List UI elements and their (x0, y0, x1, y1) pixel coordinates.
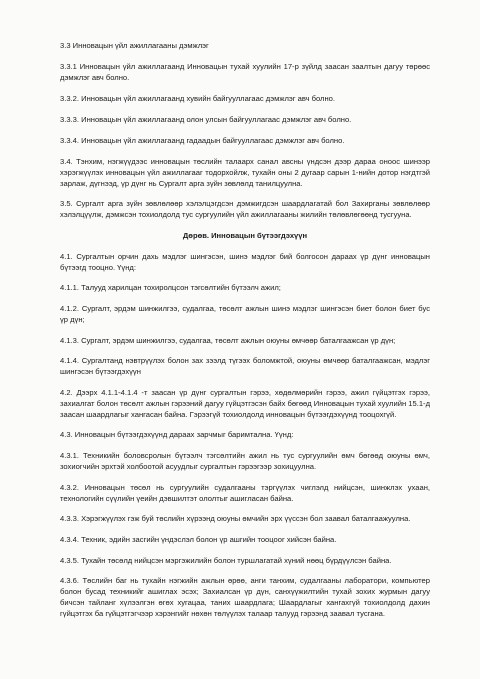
paragraph-4-3-4: 4.3.4. Техник, эдийн засгийн үндэслэл болон үр ашгийн тооцоог хийсэн байна. (60, 534, 337, 544)
paragraph-4-3-5: 4.3.5. Тухайн төсөлд нийцсэн мэргэжилийн болон туршлагатай хүний нөөц бүрдүүлсэн байна. (60, 555, 392, 565)
paragraph-4-3-6: 4.3.6. Төслийн баг нь тухайн нэгжийн ажлын өрөө, анги танхим, судалгааны лаборатори, компьютер болон бусад техникийг ашиглах эсэх; Захиалсан үр дүн, санхүүжилтийн тухай зохих журмын дагуу бичсэн тайланг хүлээлгэн өгөх хугацаа, таних шаардлага; Шаардлагыг хангахгүй тохиолдолд дахин гүйцэтгэх ба гүйцэтгэгчээр хэрэнгийг нөхөн төлүүлэх талаар талууд гэрээнд заавал тусгана. (60, 576, 430, 618)
paragraph-4-2: 4.2. Дээрх 4.1.1-4.1.4 -т заасан үр дүнг сургалтын гэрээ, хөдөлмөрийн гэрээ, ажил гүйцэтгэх гэрээ, захиалгат болон төсөлт ажлын гэрээний дагуу гүйцэтгэсэн байх бөгөөд Инновацын тухай хуулийн 15.1-д заасан шаардлагыг хангасан байна. Гэрээгүй тохиолдолд инновацын бүтээгдэхүүнд тооцохгүй. (60, 387, 430, 419)
paragraph-3-3-4: 3.3.4. Инновацын үйл ажиллагаанд гадаадын байгууллагаас дэмжлэг авч болно. (60, 135, 345, 145)
paragraph-3-3-2: 3.3.2. Инновацын үйл ажиллагаанд хувийн байгууллагаас дэмжлэг авч болно. (60, 93, 335, 103)
paragraph-4-3: 4.3. Инновацын бүтээгдэхүүнд дараах зарчмыг баримтална. Үүнд: (60, 430, 294, 439)
paragraph-3-3-3: 3.3.3. Инновацын үйл ажиллагаанд олон улсын байгууллагаас дэмжлэг авч болно. (60, 114, 352, 124)
paragraph-3-4: 3.4. Тэнхим, нэгжүүдээс инновацын төслийн талаарх санал авсны үндсэн дээр дараа оноос шинээр хэрэгжүүлэх инновацын үйл ажиллагааг тодорхойлж, тухайн оны 2 дугаар сарын 1-нийн дотор нэгдтгэй зарлаж, дүгнээд, үр дүнг нь Сургалт арга зүйн зөвлөлд танилцуулна. (60, 156, 430, 188)
paragraph-3-5: 3.5. Сургалт арга зүйн зөвлөлөөр хэлэлцэгдсэн дэмжигдсэн шаардлагатай бол Захирганы зөвлөлөөр хэлэлцүүлж, дэмжсэн тохиолдолд тус сургуулийн үйл ажиллагааны жилийн төлөвлөгөөнд тусгууна. (60, 199, 430, 219)
paragraph-3-3: 3.3 Инновацын үйл ажиллагааны дэмжлэг (60, 41, 209, 50)
paragraph-4-1-2: 4.1.2. Сургалт, эрдэм шинжилгээ, судалгаа, төсөлт ажлын шинэ мэдлэг шингэсэн биет болон биет бус үр дүн; (60, 304, 430, 324)
paragraph-4-1-3: 4.1.3. Сургалт, эрдэм шинжилгээ, судалгаа, төсөлт ажлын оюуны өмчөөр баталгаажсан үр дүн; (60, 335, 396, 345)
paragraph-4-3-1: 4.3.1. Техникийн боловсролын бүтээлч тэгсөлтийн ажил нь тус сургуулийн өмч бөгөөд оюуны өмч, зохиогчийн эрхтэй холбоотой асуудлыг сургалтын гэрээгээр зохицуулна. (60, 451, 430, 471)
paragraph-4-3-2: 4.3.2. Инновацын төсөл нь сургуулийн судалгааны тэргүүлэх чиглэлд нийцсэн, шинжлэх ухаан, технологийн сүүлийн үеийн дэвшилтэт ололтыг ашигласан байна. (60, 482, 430, 503)
paragraph-4-1: 4.1. Сургалтын орчин дахь мэдлэг шингэсэн, шинэ мэдлэг бий болгосон дараах үр дүнг инновацын бүтээгд тооцно. Үүнд: (60, 251, 430, 272)
document-body (60, 40, 430, 629)
section-heading: Дөрөв. Инновацын бүтээгдэхүүн (182, 230, 308, 240)
paragraph-3-3-1: 3.3.1 Инновацын үйл ажиллагаанд Инновацын тухай хуулийн 17-р зүйлд заасан заалтын дагуу төрөөс дэмжлэг авч болно. (60, 62, 430, 82)
paragraph-4-1-4: 4.1.4. Сургалтанд нэвтрүүлэх болон зах зээлд түгээх боломжтой, оюуны өмчөөр баталгаажсан, мэдлэг шингэсэн бүтээгдэхүүн (60, 356, 430, 376)
paragraph-4-3-3: 4.3.3. Хэрэгжүүлэх гэж буй төслийн хүрээнд оюуны өмчийн эрх үүссэн бол заавал баталгаажуулна. (60, 514, 411, 523)
paragraph-4-1-1: 4.1.1. Талууд харилцан тохиролцсон тэгсөлтийн бүтээлч ажил; (60, 283, 281, 292)
